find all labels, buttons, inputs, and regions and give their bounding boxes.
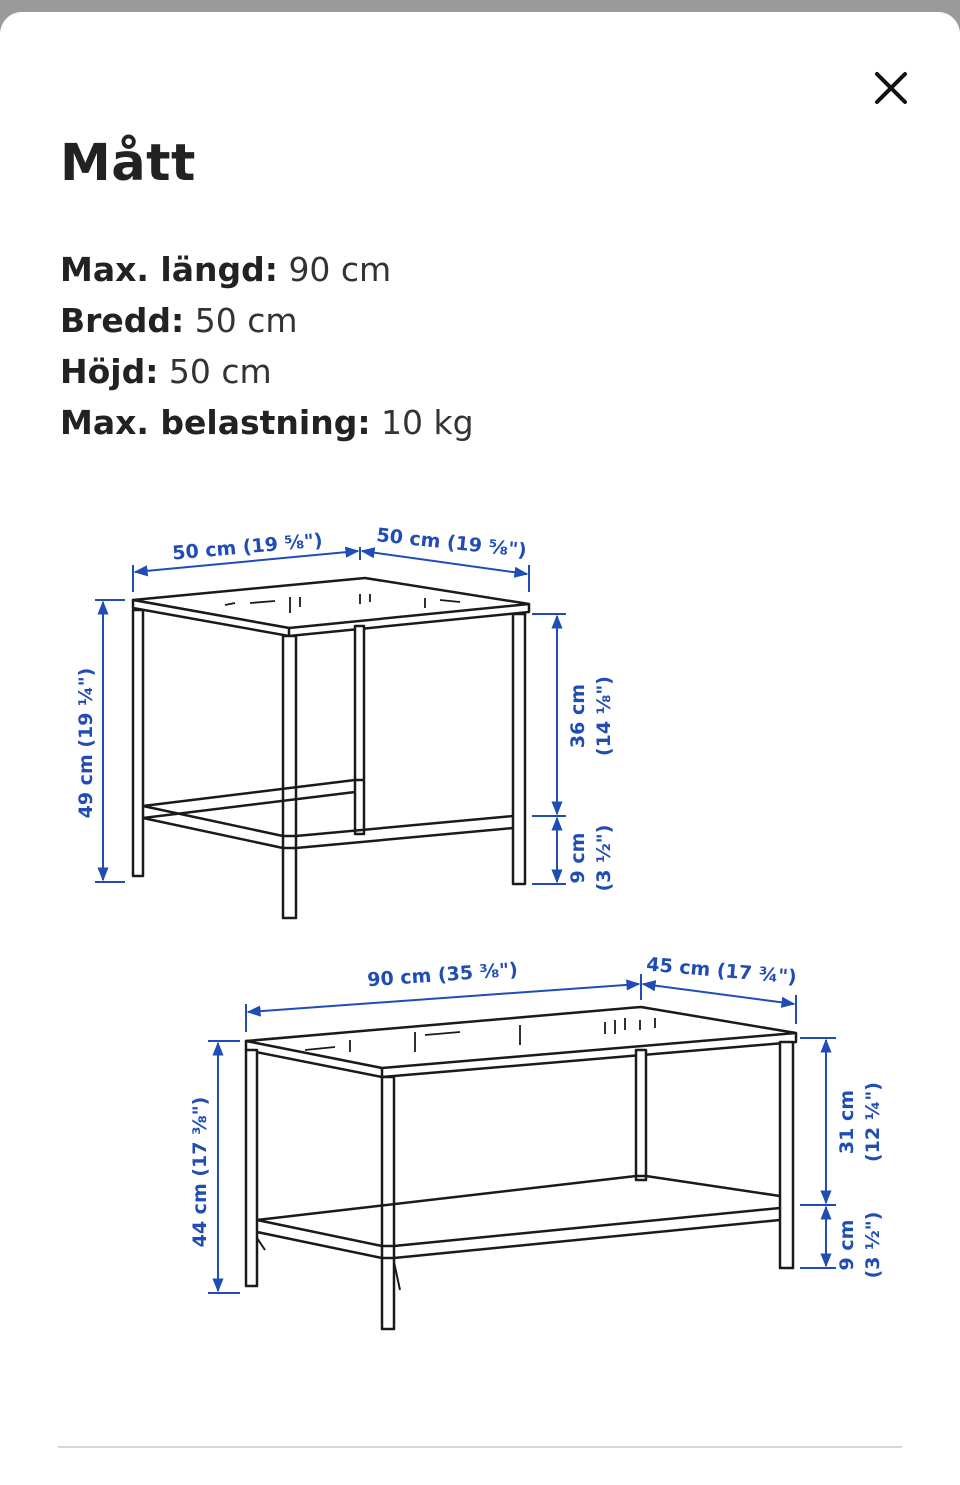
large-width-label: 90 cm (35 ⅜"): [366, 958, 519, 992]
page-title: Mått: [60, 134, 196, 193]
large-leg-label: 9 cm: [836, 1219, 858, 1271]
small-leg-inch-label: (3 ½"): [593, 824, 615, 892]
small-depth-label: 50 cm (19 ⅝"): [375, 524, 528, 562]
spec-value: 90 cm: [288, 250, 392, 289]
large-depth-label: 45 cm (17 ¾"): [645, 953, 798, 989]
large-height-label: 44 cm (17 ⅜"): [189, 1096, 211, 1248]
small-height-label: 49 cm (19 ¼"): [75, 667, 97, 819]
large-shelf-gap-inch-label: (12 ¼"): [862, 1082, 884, 1162]
small-leg-label: 9 cm: [567, 832, 589, 884]
divider: [58, 1446, 902, 1448]
dimensions-sheet: [0, 12, 960, 1485]
large-shelf-gap-label: 31 cm: [836, 1089, 858, 1155]
large-leg-inch-label: (3 ½"): [862, 1211, 884, 1279]
small-shelf-gap-inch-label: (14 ⅛"): [593, 676, 615, 756]
spec-label: Max. längd:: [60, 250, 278, 289]
small-table-drawing: [133, 578, 529, 918]
spec-value: 50 cm: [168, 352, 272, 391]
spec-label: Bredd:: [60, 301, 185, 340]
spec-label: Höjd:: [60, 352, 159, 391]
spec-value: 10 kg: [381, 403, 474, 442]
dimension-drawings: [0, 12, 960, 1485]
spec-label: Max. belastning:: [60, 403, 371, 442]
spec-value: 50 cm: [194, 301, 298, 340]
small-width-label: 50 cm (19 ⅝"): [171, 529, 324, 565]
large-table-drawing: [246, 1007, 796, 1329]
small-shelf-gap-label: 36 cm: [567, 683, 589, 749]
